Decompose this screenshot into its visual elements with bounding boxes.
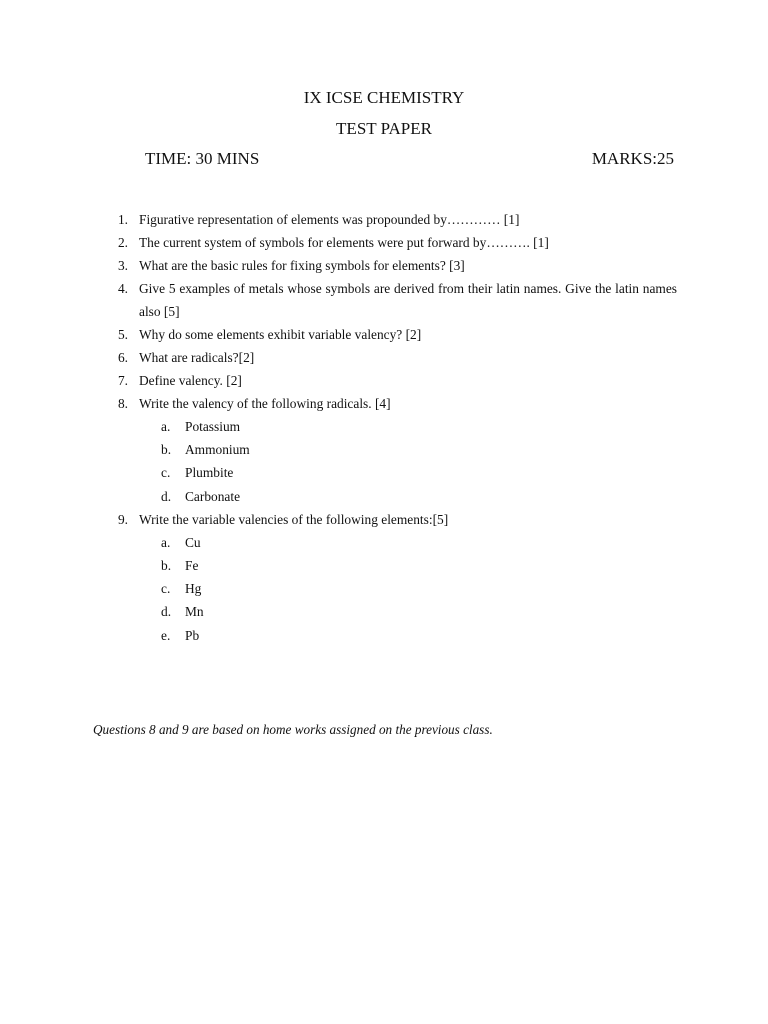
question-number: 3. (117, 258, 128, 273)
sub-item-text: Potassium (185, 419, 241, 434)
question-text: Give 5 examples of metals whose symbols are derived from their latin names. Give the latin names also [5] (139, 281, 677, 319)
sub-item-text: Cu (185, 534, 201, 550)
question-text: Write the valency of the following radicals. [4] (139, 396, 391, 411)
sub-item-letter: c. (161, 465, 171, 481)
question-number: 9. (117, 511, 128, 527)
sub-item (0, 554, 768, 577)
sub-item-letter: c. (161, 581, 171, 597)
question-text: Why do some elements exhibit variable valency? [2] (139, 327, 422, 342)
sub-item (0, 577, 768, 600)
time-label: TIME: 30 MINS (145, 149, 260, 168)
question-list (0, 208, 768, 647)
sub-item (0, 600, 768, 623)
sub-item-text: Fe (185, 558, 199, 574)
page-title: IX ICSE CHEMISTRY (303, 88, 465, 107)
question-number: 4. (117, 281, 128, 296)
question-number: 1. (117, 212, 128, 227)
sub-item-text: Ammonium (185, 442, 250, 458)
sub-item-letter: d. (161, 488, 172, 504)
question-text: Figurative representation of elements was propounded by………… [1] (139, 212, 520, 227)
question-item (0, 231, 768, 254)
sub-item-letter: d. (161, 604, 172, 620)
marks-label: MARKS:25 (591, 149, 674, 168)
sub-item (0, 415, 768, 438)
sub-item-text: Carbonate (185, 488, 241, 504)
question-number: 5. (117, 327, 128, 342)
question-text: What are the basic rules for fixing symbols for elements? [3] (139, 258, 465, 273)
sub-item-letter: b. (161, 442, 172, 458)
question-item (0, 508, 768, 531)
question-text: Write the variable valencies of the following elements:[5] (139, 511, 449, 527)
question-item (0, 369, 768, 392)
sub-item-text: Mn (185, 604, 204, 620)
question-text: What are radicals?[2] (139, 350, 255, 365)
sub-item-text: Pb (185, 627, 200, 643)
sub-item-text: Hg (185, 581, 202, 597)
question-number: 6. (117, 350, 128, 365)
footer-note: Questions 8 and 9 are based on home works assigned on the previous class. (93, 722, 493, 737)
sub-item-letter: b. (161, 558, 172, 574)
sub-item (0, 485, 768, 508)
question-text: Define valency. [2] (139, 373, 242, 388)
sub-item-letter: e. (161, 627, 171, 643)
question-item (0, 392, 768, 415)
sub-item-letter: a. (161, 419, 171, 434)
question-number: 8. (117, 396, 128, 411)
sub-item-text: Plumbite (185, 465, 234, 481)
question-item (0, 208, 768, 231)
question-number: 2. (117, 235, 128, 250)
question-item (0, 254, 768, 277)
sub-item-letter: a. (161, 534, 171, 550)
sub-item (0, 438, 768, 461)
sub-item (0, 531, 768, 554)
question-number: 7. (117, 373, 128, 388)
question-text: The current system of symbols for elements were put forward by………. [1] (139, 235, 549, 250)
question-item (0, 346, 768, 369)
question-item (0, 323, 768, 346)
sub-item (0, 461, 768, 484)
page-subtitle: TEST PAPER (336, 119, 432, 138)
sub-item (0, 624, 768, 647)
question-item (0, 277, 768, 323)
